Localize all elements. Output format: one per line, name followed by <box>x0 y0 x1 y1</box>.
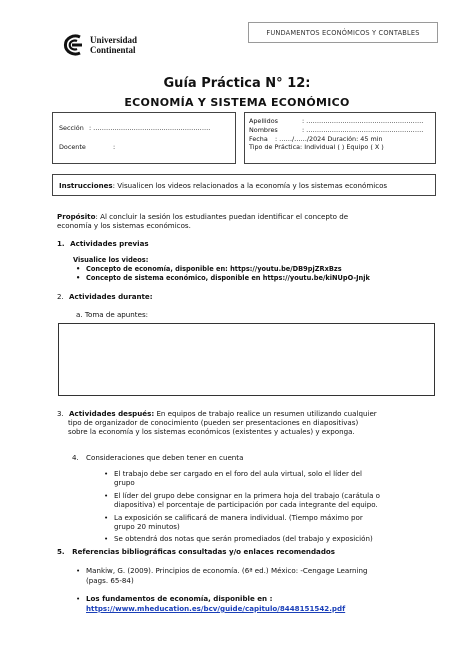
logo-line-1: Universidad <box>90 35 138 45</box>
instructions-box <box>52 174 436 196</box>
info-left-box <box>52 112 236 164</box>
subject-name: FUNDAMENTOS ECONÓMICOS Y CONTABLES <box>266 28 420 37</box>
guide-title: Guía Práctica N° 12: <box>163 76 311 91</box>
date-field[interactable]: : ……/……/2024 Duración: 45 min <box>275 134 383 143</box>
section-field[interactable]: : ………………………………………………. <box>89 123 211 132</box>
instructions-text: : Visualicen los videos relacionados a la economía y los sistemas económicos <box>112 180 388 190</box>
consideration-item: • El trabajo debe ser cargado en el foro del aula virtual, solo el líder del grupo <box>114 469 444 488</box>
section3-heading: Actividades después: <box>69 409 155 418</box>
names-field[interactable]: : ………………………………………………. <box>302 125 424 134</box>
consideration-item: • El líder del grupo debe consignar en la primera hoja del trabajo (carátula o diapositiva) el porcentaje de participación por cada integrante del equipo. <box>114 491 444 510</box>
purpose-text-2: economía y los sistemas económicos. <box>57 221 191 231</box>
names-label: Nombres <box>249 125 278 134</box>
surnames-label: Apellidos <box>249 117 278 125</box>
teacher-label: Docente <box>59 142 86 151</box>
reference-item: • Los fundamentos de economía, disponible en : https://www.mheducation.es/bcv/guide/capitulo/8448151542.pdf <box>86 594 446 613</box>
section4-heading: 4. Consideraciones que deben tener en cuenta <box>72 453 244 462</box>
surnames-field[interactable]: : ………………………………………………. <box>302 117 424 125</box>
section-label: Sección <box>59 123 84 132</box>
section3-paragraph: 3. Actividades después: En equipos de trabajo realice un resumen utilizando cualquier tipo de organizador de conocimiento (pueden ser presentaciones en diapositivas) sobre la economía y los sistemas económicos (existentes y actuales) y exponga. <box>57 409 377 437</box>
guide-topic: ECONOMÍA Y SISTEMA ECONÓMICO <box>124 96 350 109</box>
purpose-paragraph <box>57 212 437 230</box>
section2-heading: 2. Actividades durante: <box>57 292 153 301</box>
university-logo <box>60 31 180 59</box>
practice-type: Tipo de Práctica: Individual ( ) Equipo ( X ) <box>249 143 384 152</box>
logo-line-2: Continental <box>90 45 136 55</box>
university-logo-icon <box>60 34 84 56</box>
date-label: Fecha <box>249 134 268 143</box>
reference-item: • Mankiw, G. (2009). Principios de economía. (6ª ed.) México: -Cengage Learning (pags. 65-84) <box>86 566 446 585</box>
references-list <box>86 566 446 613</box>
purpose-label: Propósito <box>57 212 96 221</box>
section2-sub: a. Toma de apuntes: <box>76 310 149 319</box>
consideration-item: • La exposición se calificará de manera individual. (Tiempo máximo por grupo 20 minutos) <box>114 513 444 532</box>
instructions-label: Instrucciones <box>59 180 113 190</box>
consideration-item: • Se obtendrá dos notas que serán promediados (del trabajo y exposición) <box>114 534 444 543</box>
considerations-list <box>114 469 444 544</box>
reference-link[interactable]: https://www.mheducation.es/bcv/guide/capitulo/8448151542.pdf <box>86 603 346 613</box>
video-link-1[interactable]: • Concepto de economía, disponible en: https://youtu.be/DB9pjZRxBzs <box>86 265 370 274</box>
video-link-2[interactable]: • Concepto de sistema económico, disponible en https://youtu.be/kiNUpO-Jnjk <box>86 274 370 283</box>
notes-area[interactable] <box>58 323 435 396</box>
section1-heading: 1. Actividades previas <box>57 239 149 248</box>
teacher-field[interactable]: : <box>113 142 116 151</box>
video-list <box>86 265 370 283</box>
section1-sub: Visualice los videos: <box>73 256 149 264</box>
purpose-text: : Al concluir la sesión los estudiantes puedan identificar el concepto de <box>95 212 349 221</box>
info-right-box <box>244 112 436 164</box>
subject-header <box>248 22 438 43</box>
section5-heading: 5. Referencias bibliográficas consultadas y/o enlaces recomendados <box>57 547 335 556</box>
